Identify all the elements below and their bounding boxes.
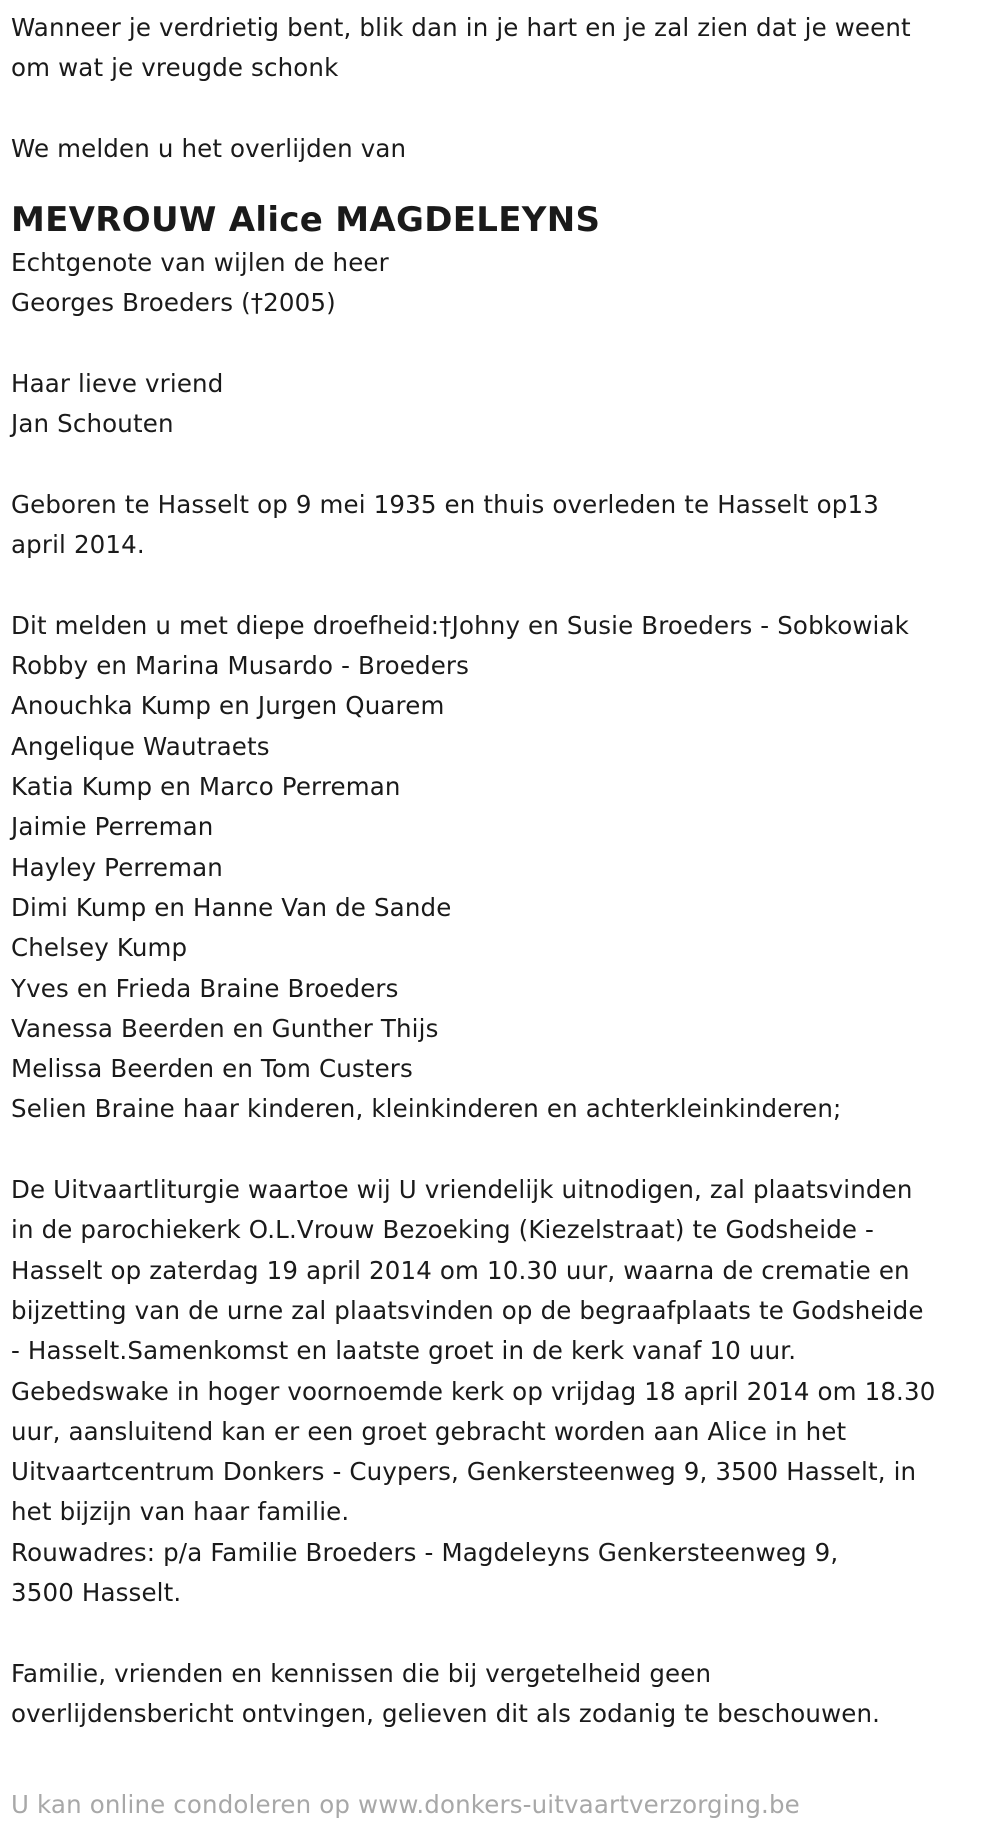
mourner-line: Angelique Wautraets: [11, 731, 270, 761]
ceremony-line: Rouwadres: p/a Familie Broeders - Magdeleyns Genkersteenweg 9,: [11, 1537, 839, 1567]
ceremony-line: Gebedswake in hoger voornoemde kerk op vrijdag 18 april 2014 om 18.30: [11, 1376, 936, 1406]
closing-line: Familie, vrienden en kennissen die bij vergetelheid geen: [11, 1658, 712, 1688]
closing-line: overlijdensbericht ontvingen, gelieven dit als zodanig te beschouwen.: [11, 1698, 881, 1728]
mourner-line: Yves en Frieda Braine Broeders: [11, 973, 399, 1003]
closing-text: [11, 1654, 996, 1735]
motto-line: om wat je vreugde schonk: [11, 53, 339, 83]
mourner-line: Robby en Marina Musardo - Broeders: [11, 651, 470, 681]
motto: [11, 8, 996, 89]
ceremony-info: [11, 1170, 996, 1613]
condolence-footer: U kan online condoleren op www.donkers-uitvaartverzorging.be: [11, 1790, 800, 1819]
motto-line: Wanneer je verdrietig bent, blik dan in je hart en je zal zien dat je weent: [11, 13, 911, 42]
ceremony-line: uur, aansluitend kan er een groet gebracht worden aan Alice in het: [11, 1416, 847, 1446]
mourner-line: Hayley Perreman: [11, 852, 223, 882]
death-notice: [11, 8, 996, 1734]
ceremony-line: Hasselt op zaterdag 19 april 2014 om 10.30 uur, waarna de crematie en: [11, 1255, 910, 1285]
mourner-line: Selien Braine haar kinderen, kleinkinderen en achterkleinkinderen;: [11, 1094, 842, 1124]
friend-line: Jan Schouten: [11, 409, 174, 439]
mourner-line: Melissa Beerden en Tom Custers: [11, 1054, 413, 1084]
ceremony-line: De Uitvaartliturgie waartoe wij U vriendelijk uitnodigen, zal plaatsvinden: [11, 1175, 913, 1205]
mourner-line: Dimi Kump en Hanne Van de Sande: [11, 892, 452, 922]
deceased-name: MEVROUW Alice MAGDELEYNS: [11, 200, 601, 241]
spouse-info: [11, 243, 996, 324]
spouse-line: Echtgenote van wijlen de heer: [11, 248, 389, 278]
ceremony-line: het bijzijn van haar familie.: [11, 1497, 350, 1527]
mourner-line: Katia Kump en Marco Perreman: [11, 772, 401, 802]
birth-death-info: [11, 485, 996, 566]
mourner-line: Anouchka Kump en Jurgen Quarem: [11, 691, 445, 721]
friend-line: Haar lieve vriend: [11, 369, 224, 399]
ceremony-line: - Hasselt.Samenkomst en laatste groet in de kerk vanaf 10 uur.: [11, 1336, 797, 1366]
mourner-line: Vanessa Beerden en Gunther Thijs: [11, 1013, 439, 1043]
ceremony-line: in de parochiekerk O.L.Vrouw Bezoeking (Kiezelstraat) te Godsheide -: [11, 1215, 875, 1245]
intro-text: We melden u het overlijden van: [11, 133, 407, 163]
spouse-line: Georges Broeders (†2005): [11, 288, 336, 318]
ceremony-line: Uitvaartcentrum Donkers - Cuypers, Genkersteenweg 9, 3500 Hasselt, in: [11, 1457, 917, 1487]
mourner-line: Chelsey Kump: [11, 933, 188, 963]
ceremony-line: bijzetting van de urne zal plaatsvinden op de begraafplaats te Godsheide: [11, 1295, 924, 1325]
mourner-line: Jaimie Perreman: [11, 812, 214, 842]
birth-death-line: april 2014.: [11, 530, 145, 560]
mourner-line: Dit melden u met diepe droefheid:†Johny en Susie Broeders - Sobkowiak: [11, 610, 910, 640]
ceremony-line: 3500 Hasselt.: [11, 1577, 182, 1607]
friend-info: [11, 364, 996, 445]
birth-death-line: Geboren te Hasselt op 9 mei 1935 en thuis overleden te Hasselt op13: [11, 489, 879, 519]
mourners-list: [11, 606, 996, 1130]
